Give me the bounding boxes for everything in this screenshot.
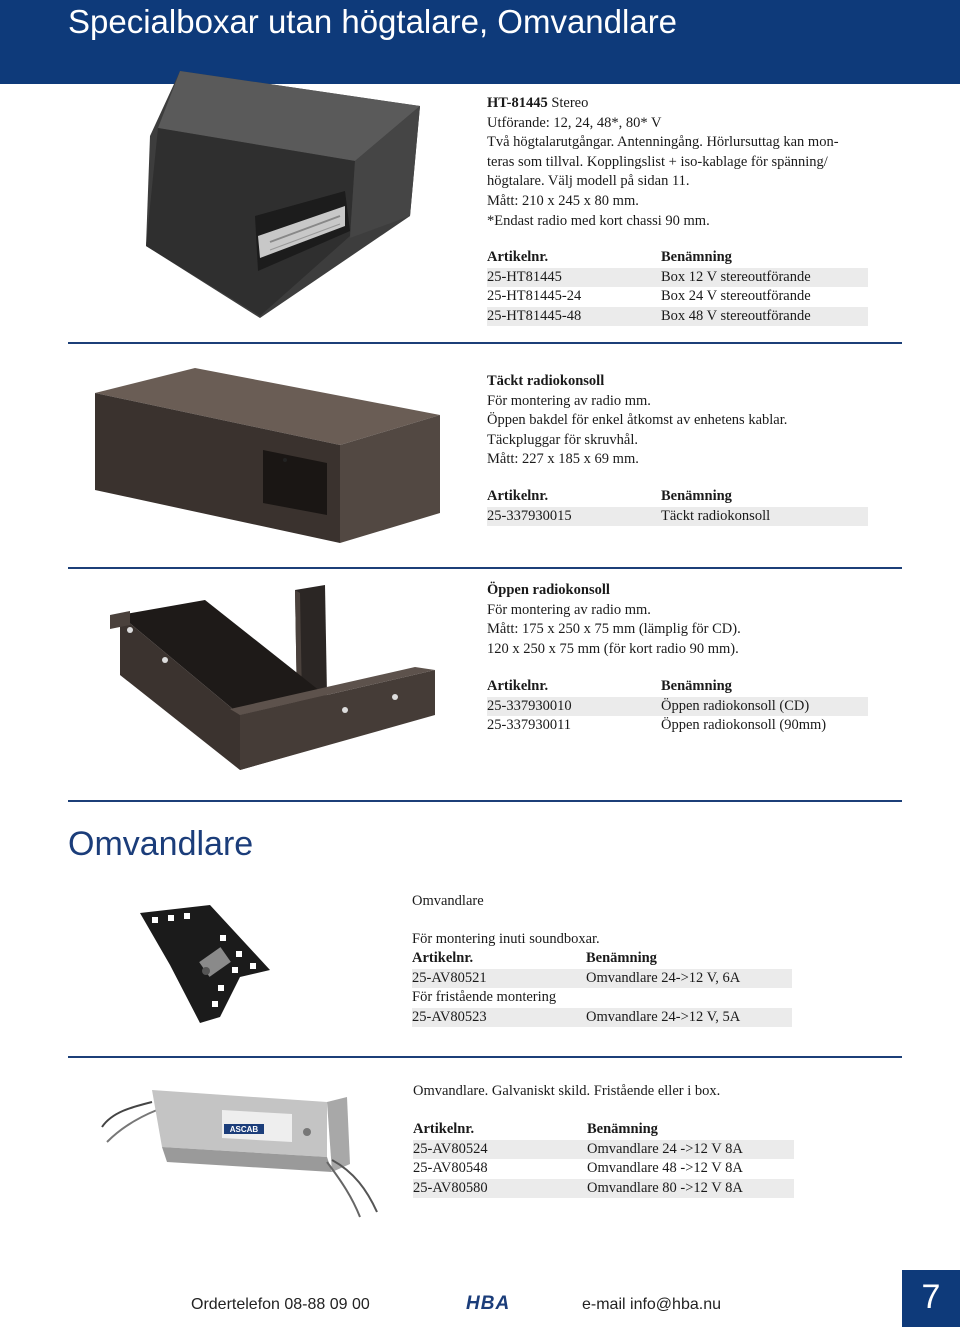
table-row — [412, 969, 792, 989]
table-row — [487, 697, 868, 717]
desc-line: Öppen bakdel för enkel åtkomst av enhetens kablar. — [487, 412, 788, 429]
desc-line: För montering av radio mm. — [487, 392, 651, 409]
stereo-box-image — [140, 66, 430, 324]
article-number: 25-HT81445-48 — [487, 307, 661, 327]
article-name: Box 12 V stereoutförande — [661, 268, 868, 288]
desc-line: Mått: 175 x 250 x 75 mm (lämplig för CD). — [487, 621, 741, 638]
sub-heading: För fristående montering — [412, 989, 557, 1006]
table-row — [413, 1179, 794, 1199]
col-name: Benämning — [586, 950, 657, 966]
desc-line: Mått: 227 x 185 x 69 mm. — [487, 451, 639, 468]
col-article: Artikelnr. — [487, 678, 549, 694]
desc-line: 120 x 250 x 75 mm (för kort radio 90 mm). — [487, 640, 739, 657]
page-number: 7 — [921, 1278, 941, 1316]
article-number: 25-AV80580 — [413, 1179, 587, 1199]
product-title: Öppen radiokonsoll — [487, 582, 610, 598]
desc-line: Mått: 210 x 245 x 80 mm. — [487, 192, 639, 209]
product-table — [487, 677, 868, 736]
article-name: Täckt radiokonsoll — [661, 507, 868, 527]
divider — [68, 567, 902, 569]
desc-line: Täckpluggar för skruvhål. — [487, 431, 638, 448]
article-name: Öppen radiokonsoll (90mm) — [661, 717, 827, 734]
desc-line: högtalare. Välj modell på sidan 11. — [487, 173, 690, 190]
product-table — [413, 1120, 794, 1198]
page-title: Specialboxar utan högtalare, Omvandlare — [68, 3, 678, 40]
converter1-description — [412, 892, 832, 912]
article-name: Box 24 V stereoutförande — [661, 288, 811, 305]
covered-console-image — [95, 365, 440, 545]
col-article: Artikelnr. — [412, 950, 474, 966]
product-table — [412, 949, 792, 1027]
article-number: 25-337930015 — [487, 507, 661, 527]
article-name: Omvandlare 48 ->12 V 8A — [587, 1160, 743, 1177]
table-row — [413, 1159, 794, 1179]
desc-line: För montering inuti soundboxar. — [412, 931, 600, 947]
col-name: Benämning — [587, 1121, 658, 1137]
article-number: 25-AV80548 — [413, 1160, 488, 1177]
desc-line: Utförande: 12, 24, 48*, 80* V — [487, 114, 662, 131]
table-row — [487, 507, 868, 527]
product-title: Täckt radiokonsoll — [487, 373, 605, 389]
divider — [68, 342, 902, 344]
hba-logo: HBA — [466, 1293, 511, 1314]
col-name: Benämning — [661, 488, 732, 504]
divider — [68, 800, 902, 802]
table-row — [412, 988, 792, 1008]
desc-line: För montering av radio mm. — [487, 601, 651, 618]
col-article: Artikelnr. — [487, 249, 549, 265]
open-console-description — [487, 581, 907, 659]
converter-title: Omvandlare — [412, 893, 484, 909]
page-number-box — [902, 1270, 960, 1327]
article-number: 25-AV80524 — [413, 1140, 587, 1160]
article-number: 25-HT81445 — [487, 268, 661, 288]
product-table — [487, 248, 868, 326]
article-number: 25-337930010 — [487, 697, 661, 717]
col-article: Artikelnr. — [487, 488, 549, 504]
converter-board-image — [140, 905, 280, 1025]
covered-console-description — [487, 372, 907, 470]
section-title: Omvandlare — [68, 825, 254, 863]
galvanic-converter-image — [92, 1072, 387, 1222]
product-ht81445-description — [487, 94, 907, 231]
table-row — [487, 268, 868, 288]
article-name: Omvandlare 80 ->12 V 8A — [587, 1179, 794, 1199]
article-name: Box 48 V stereoutförande — [661, 307, 868, 327]
table-row — [487, 307, 868, 327]
product-name: Stereo — [547, 95, 589, 111]
table-row — [412, 1008, 792, 1028]
col-name: Benämning — [661, 249, 732, 265]
desc-line: Två högtalarutgångar. Antenningång. Hörlursuttag kan mon- — [487, 134, 839, 151]
article-name: Omvandlare 24->12 V, 6A — [586, 969, 792, 989]
desc-line: *Endast radio med kort chassi 90 mm. — [487, 212, 710, 229]
col-article: Artikelnr. — [413, 1121, 475, 1137]
article-number: 25-337930011 — [487, 717, 572, 734]
product-code: HT-81445 — [487, 95, 548, 111]
converter2-description — [413, 1082, 833, 1102]
order-phone: Ordertelefon 08-88 09 00 — [191, 1296, 370, 1313]
converter1-mount — [412, 930, 832, 950]
article-name: Omvandlare 24 ->12 V 8A — [587, 1140, 794, 1160]
article-number: 25-AV80523 — [412, 1008, 586, 1028]
article-name: Omvandlare 24->12 V, 5A — [586, 1008, 792, 1028]
article-number: 25-HT81445-24 — [487, 288, 582, 305]
article-name: Öppen radiokonsoll (CD) — [661, 697, 868, 717]
table-row — [487, 287, 868, 307]
product-table — [487, 487, 868, 526]
converter-title: Omvandlare. Galvaniskt skild. Fristående eller i box. — [413, 1083, 721, 1099]
product-heading — [487, 94, 907, 114]
article-number: 25-AV80521 — [412, 969, 586, 989]
brand-label: ASCAB — [229, 1125, 259, 1134]
col-name: Benämning — [661, 678, 732, 694]
contact-email[interactable]: e-mail info@hba.nu — [582, 1296, 721, 1313]
open-console-image — [105, 585, 435, 780]
desc-line: teras som tillval. Kopplingslist + iso-kablage för spänning/ — [487, 153, 828, 170]
table-row — [413, 1140, 794, 1160]
table-row — [487, 716, 868, 736]
divider — [68, 1056, 902, 1058]
